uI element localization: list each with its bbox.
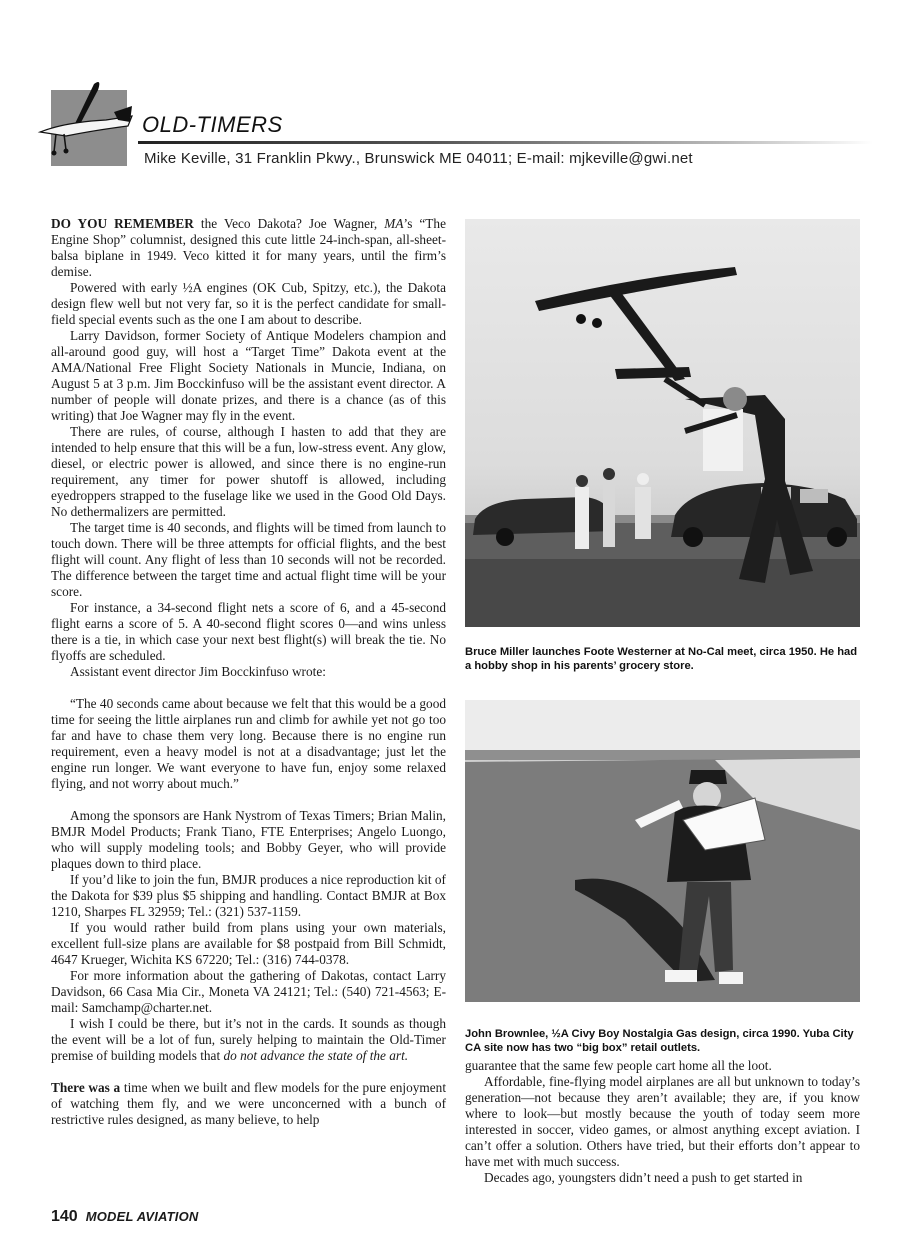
page-number: 140 xyxy=(51,1208,78,1225)
article-paragraph: DO YOU REMEMBER the Veco Dakota? Joe Wagner, MA’s “The Engine Shop” columnist, designed this cute little 24-inch-span, all-sheet-balsa biplane in 1949. Veco kitted it for many years, until the firm’s demise. xyxy=(51,216,446,279)
page-footer xyxy=(51,1208,199,1226)
author-contact-line: Mike Keville, 31 Franklin Pkwy., Brunswick ME 04011; E-mail: mjkeville@gwi.net xyxy=(144,150,693,167)
article-paragraph: Larry Davidson, former Society of Antique Modelers champion and all-around good guy, will host a “Target Time” Dakota event at the AMA/National Free Flight Society Nationals in Muncie, Indiana, on August 5 at 3 p.m. Jim Bocckinfuso will be the assistant event director. A number of people will donate prizes, and there is a chance (as of this writing) that Joe Wagner may fly in the event. xyxy=(51,328,446,423)
article-paragraph: For instance, a 34-second flight nets a score of 6, and a 45-second flight earns a score of 5. A 40-second flight scores 0—and wins unless there is a tie, in which case your next best flight(s) will break the tie. No flyoffs are scheduled. xyxy=(51,600,446,663)
lead-in: DO YOU REMEMBER xyxy=(51,216,194,231)
article-paragraph: If you would rather build from plans using your own materials, excellent full-size plans are available for $8 postpaid from Bill Schmidt, 4647 Krueger, Wichita KS 67220; Tel.: (316) 744-0378. xyxy=(51,920,446,967)
photo-caption: John Brownlee, ½A Civy Boy Nostalgia Gas design, circa 1990. Yuba City CA site now has two “big box” retail outlets. xyxy=(465,1028,854,1054)
photo-civy-boy xyxy=(465,700,860,1002)
article-paragraph: If you’d like to join the fun, BMJR produces a nice reproduction kit of the Dakota for $39 plus $5 shipping and handling. Contact BMJR at Box 1210, Sharpes FL 32959; Tel.: (321) 537-1159. xyxy=(51,872,446,919)
article-right-column xyxy=(465,1058,860,1186)
article-paragraph: Powered with early ½A engines (OK Cub, Spitzy, etc.), the Dakota design flew well but not very far, so it is the perfect candidate for small-field special events such as the one I am about to describe. xyxy=(51,280,446,327)
block-quote: “The 40 seconds came about because we felt that this would be a good time for seeing the little airplanes run and climb for awhile yet not go too far and have to chase them very long. Because there is no engine run requirement, even a heavy model is not at a disadvantage; just let the engine run longer. We want everyone to have fun, enjoy some relaxed flying, and not worry about much.” xyxy=(51,696,446,791)
lead-in: There was a xyxy=(51,1080,121,1095)
article-paragraph: For more information about the gathering of Dakotas, contact Larry Davidson, 66 Casa Mia Cir., Moneta VA 24121; Tel.: (540) 721-4563; E-mail: Samchamp@charter.net. xyxy=(51,968,446,1015)
article-paragraph: There was a time when we built and flew models for the pure enjoyment of watching them fly, and we were unconcerned with a bunch of restrictive rules designed, as many believe, to help xyxy=(51,1080,447,1127)
article-paragraph: I wish I could be there, but it’s not in the cards. It sounds as though the event will be a lot of fun, surely helping to maintain the Old-Timer premise of building models that do not advance the state of the art. xyxy=(51,1016,446,1063)
header-divider xyxy=(138,141,873,144)
article-paragraph: Decades ago, youngsters didn’t need a push to get started in xyxy=(484,1170,803,1185)
photo-launch xyxy=(465,219,860,627)
article-paragraph: guarantee that the same few people cart home all the loot. xyxy=(465,1058,772,1073)
column-title: OLD-TIMERS xyxy=(142,112,283,137)
article-paragraph: The target time is 40 seconds, and flights will be timed from launch to touch down. There will be three attempts for official flights, and the best flight will count. Any flight of less than 10 seconds will not be recorded. The difference between the target time and actual flight time will be your score. xyxy=(51,520,446,599)
article-left-column xyxy=(51,216,446,1128)
article-paragraph: Assistant event director Jim Bocckinfuso wrote: xyxy=(70,664,326,679)
article-paragraph: There are rules, of course, although I hasten to add that they are intended to help ensure that this will be a fun, low-stress event. Any glow, diesel, or electric power is allowed, and since there is no engine-run requirement, any timer for power shutoff is allowed, including eyedroppers strapped to the fuselage like we used in the Good Old Days. No dethermalizers are permitted. xyxy=(51,424,446,519)
photo-caption: Bruce Miller launches Foote Westerner at No-Cal meet, circa 1950. He had a hobby shop in his parents’ grocery store. xyxy=(465,646,858,672)
magazine-name: MODEL AVIATION xyxy=(85,1209,199,1224)
article-paragraph: Affordable, fine-flying model airplanes are all but unknown to today’s generation—not because they aren’t available; they are, if you know where to look—but mostly because the youth of today seem more interested in soccer, video games, or almost anything except aviation. I can’t offer a solution. Others have tried, but their efforts don’t appear to have met with much success. xyxy=(465,1074,860,1169)
article-paragraph: Among the sponsors are Hank Nystrom of Texas Timers; Brian Malin, BMJR Model Products; Frank Tiano, FTE Enterprises; Angelo Luongo, who will supply modeling tools; and Bobby Geyer, who will provide plaques down to third place. xyxy=(51,808,446,871)
airplane-logo-icon xyxy=(36,76,136,158)
